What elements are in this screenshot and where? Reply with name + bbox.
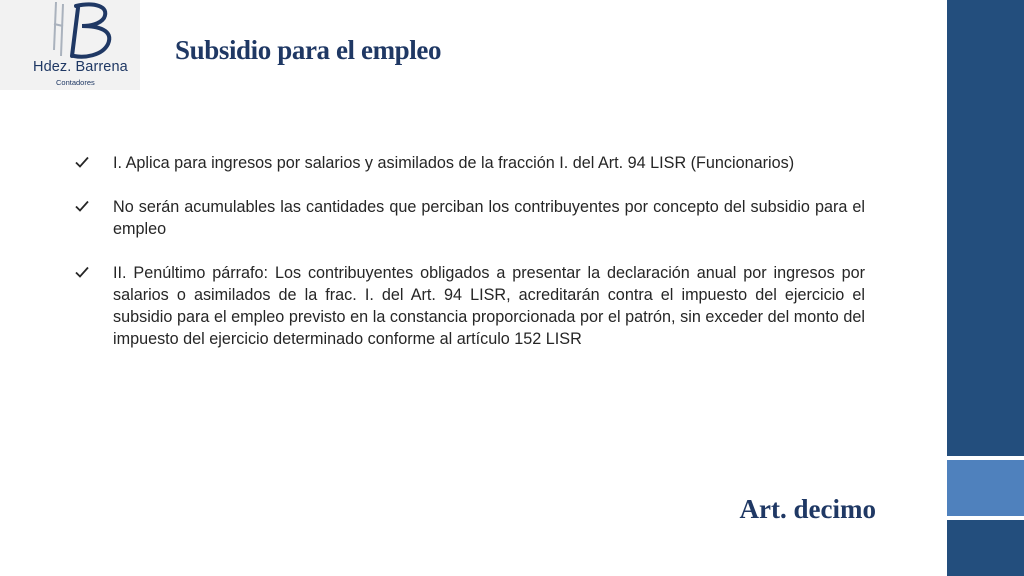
footer-article-label: Art. decimo [739, 494, 876, 524]
sidebar-accent-block [947, 460, 1024, 516]
bullet-text: II. Penúltimo párrafo: Los contribuyentes obligados a presentar la declaración anual por ingresos por salarios o asimilados de la frac. I. del Art. 94 LISR, acreditarán contra el impuesto del ejercicio el subsidio para el empleo previsto en la constancia proporcionada por el patrón, sin exceder del monto del impuesto del ejercicio determinado conforme al artículo 152 LISR [113, 264, 865, 348]
slide-title: Subsidio para el empleo [175, 35, 442, 65]
bullet-item [75, 196, 865, 240]
hb-monogram-icon [32, 0, 122, 62]
checkmark-icon [75, 200, 89, 212]
bullet-text: No serán acumulables las cantidades que perciban los contribuyentes por concepto del subsidio para el empleo [113, 198, 865, 238]
bullet-item [75, 152, 865, 174]
logo-subtitle: Contadores [56, 78, 95, 87]
sidebar-divider [947, 516, 1024, 520]
checkmark-icon [75, 156, 89, 168]
logo [0, 0, 140, 90]
bullet-list [75, 152, 865, 372]
bullet-item [75, 262, 865, 350]
checkmark-icon [75, 266, 89, 278]
logo-name: Hdez. Barrena [33, 59, 128, 75]
bullet-text: I. Aplica para ingresos por salarios y asimilados de la fracción I. del Art. 94 LISR (Funcionarios) [113, 154, 795, 172]
